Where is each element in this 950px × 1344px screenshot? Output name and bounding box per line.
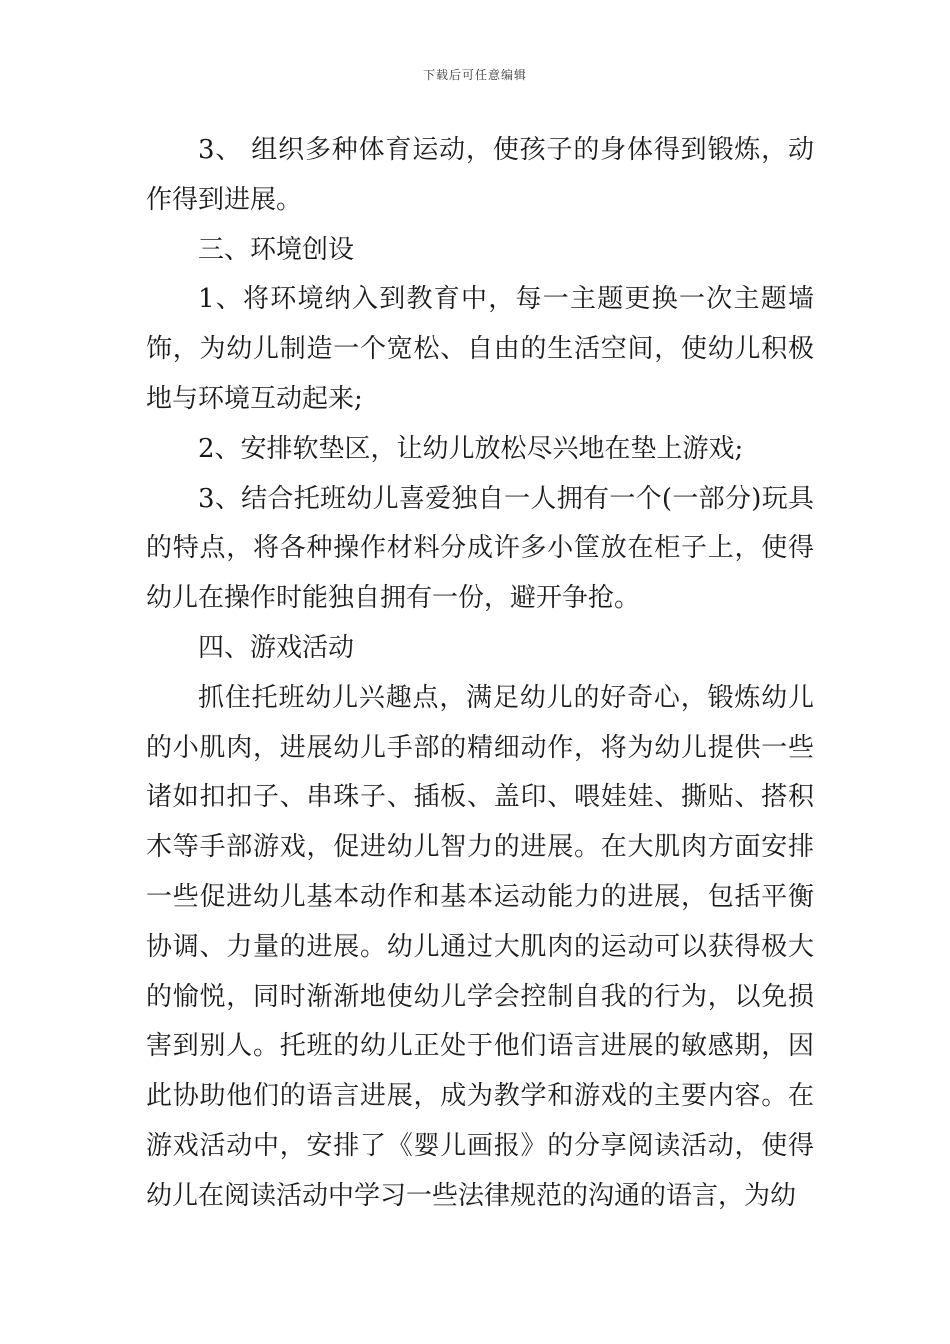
section-heading-games: 四、游戏活动 (198, 632, 355, 663)
page-header: 下载后可任意编辑 (422, 68, 527, 82)
paragraph-sports: 3、 组织多种体育运动，使孩子的身体得到锻炼，动作得到进展。 (146, 135, 814, 215)
paragraph-environment-2: 2、安排软垫区，让幼儿放松尽兴地在垫上游戏; (198, 433, 744, 464)
paragraph-environment-3: 3、结合托班幼儿喜爱独自一人拥有一个(一部分)玩具的特点，将各种操作材料分成许多小筐放在柜子上，使得幼儿在操作时能独自拥有一份，避开争抢。 (146, 483, 814, 614)
section-heading-environment: 三、环境创设 (198, 234, 355, 265)
document-body (146, 126, 814, 1222)
paragraph-games: 抓住托班幼儿兴趣点，满足幼儿的好奇心，锻炼幼儿的小肌肉，进展幼儿手部的精细动作，将为幼儿提供一些诸如扣扣子、串珠子、插板、盖印、喂娃娃、撕贴、搭积木等手部游戏，促进幼儿智力的进展。在大肌肉方面安排一些促进幼儿基本动作和基本运动能力的进展，包括平衡协调、力量的进展。幼儿通过大肌肉的运动可以获得极大的愉悦，同时渐渐地使幼儿学会控制自我的行为，以免损害到别人。托班的幼儿正处于他们语言进展的敏感期，因此协助他们的语言进展，成为教学和游戏的主要内容。在游戏活动中，安排了《婴儿画报》的分享阅读活动，使得幼儿在阅读活动中学习一些法律规范的沟通的语言，为幼 (146, 682, 814, 1211)
paragraph-environment-1: 1、将环境纳入到教育中，每一主题更换一次主题墙饰，为幼儿制造一个宽松、自由的生活空间，使幼儿积极地与环境互动起来; (146, 284, 814, 414)
